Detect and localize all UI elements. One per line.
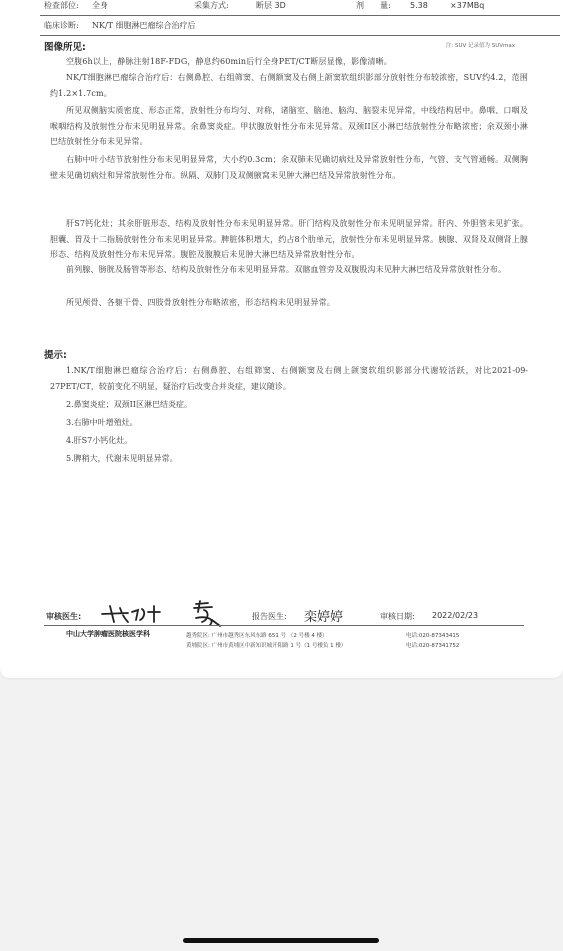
hints-title: 提示:: [44, 350, 67, 361]
reviewer-label: 审核医生:: [46, 612, 82, 621]
dose-label: 剂 量:: [356, 1, 391, 10]
review-date-value: 2022/02/23: [432, 611, 479, 620]
findings-paragraph: 所见双侧脑实质密度、形态正常，放射性分布均匀、对称，诸脑室、脑池、脑沟、脑裂未见异常，中线结构居中。鼻咽、口咽及喉咽结构及放射性分布未见明显异常。余鼻窦炎症。甲状腺放射性分布未见异常。双颈II区小淋巴结放射性分布略浓密；余双颈小淋巴结放射性分布未见异常。: [50, 106, 528, 146]
campus-phone-1: 电话:020-87343415: [406, 633, 460, 639]
divider: [40, 15, 560, 16]
hint-item: 1.NK/T细胞淋巴瘤综合治疗后：右侧鼻腔、右组筛窦、右侧额窦及右侧上颌窦软组织影部分代谢较活跃，对比2021-09-27PET/CT，较前变化不明显，疑治疗后改变合并炎症，建议随诊。: [50, 366, 528, 391]
hint-item: 2.鼻窦炎症；双颈II区淋巴结炎症。: [66, 399, 192, 409]
campus-address-2: 黄埔院区: 广州市黄埔区中新知识城开阳路 1 号（1 号楼负 1 楼）: [186, 643, 347, 649]
divider: [40, 35, 560, 36]
hint-item: 5.脾稍大，代谢未见明显异常。: [66, 454, 178, 464]
hint-item: 4.肝S7小钙化灶。: [66, 435, 133, 445]
collection-mode-label: 采集方式:: [194, 1, 229, 10]
exam-site-label: 检查部位:: [44, 1, 79, 10]
hints-list: [50, 363, 528, 467]
exam-site-value: 全身: [92, 1, 108, 10]
diagnosis-value: NK/T 细胞淋巴瘤综合治疗后: [92, 21, 196, 30]
dose-value: 5.38: [410, 1, 428, 10]
dose-unit: ×37MBq: [450, 1, 485, 10]
findings-paragraph: 空腹6h以上，静脉注射18F-FDG，静息约60min后行全身PET/CT断层显像，影像清晰。: [66, 57, 392, 66]
department-name: 中山大学肿瘤医院核医学科: [66, 630, 150, 638]
divider: [44, 625, 524, 626]
findings-paragraph: 肝S7钙化灶；其余肝脏形态、结构及放射性分布未见明显异常。肝门结构及放射性分布未见明显异常。肝内、外胆管未见扩张。胆囊、胃及十二指肠放射性分布未见明显异常。脾脏体积增大，约占8个肋单元，放射性分布未见明显异常。胰腺、双肾及双侧肾上腺形态、结构及放射性分布未见异常。腹腔及腹膜后未见肿大淋巴结及异常放射性分布。: [50, 219, 528, 259]
findings-paragraph: NK/T细胞淋巴瘤综合治疗后：右侧鼻腔、右组筛窦、右侧额窦及右侧上颌窦软组织影部分放射性分布较浓密，SUV约4.2，范围约1.2×1.7cm。: [50, 73, 528, 98]
campus-phone-2: 电话:020-87341752: [406, 643, 460, 649]
suv-note: 注: SUV 记录值为 SUVmax: [445, 43, 515, 49]
hint-item: 3.右肺中叶增殖灶。: [66, 417, 138, 427]
findings-paragraph: 右肺中叶小结节放射性分布未见明显异常，大小约0.3cm；余双肺未见确切病灶及异常放射性分布，气管、支气管通畅。双侧胸壁未见确切病灶和异常放射性分布。纵隔、双肺门及双侧腋窝未见肿大淋巴结及异常放射性分布。: [50, 155, 528, 180]
findings-title: 图像所见:: [44, 42, 86, 53]
collection-mode-value: 断层 3D: [256, 1, 286, 10]
reviewer-signature: [98, 600, 188, 626]
diagnosis-label: 临床诊断:: [44, 21, 79, 30]
signature-stroke: [186, 598, 242, 628]
findings-paragraph: 所见颅骨、各躯干骨、四肢骨放射性分布略浓密，形态结构未见明显异常。: [66, 298, 335, 307]
review-date-label: 审核日期:: [380, 612, 415, 621]
campus-address-1: 越秀院区: 广州市越秀区东风东路 651 号 （2 号楼 4 楼）: [186, 633, 328, 639]
report-doctor-label: 报告医生:: [252, 612, 287, 621]
home-indicator[interactable]: [183, 938, 379, 943]
report-doctor-name: 栾婷婷: [304, 610, 344, 625]
findings-paragraph: 前列腺、膀胱及肠管等形态、结构及放射性分布未见明显异常。双髂血管旁及双腹股沟未见肿大淋巴结及异常放射性分布。: [66, 265, 507, 274]
